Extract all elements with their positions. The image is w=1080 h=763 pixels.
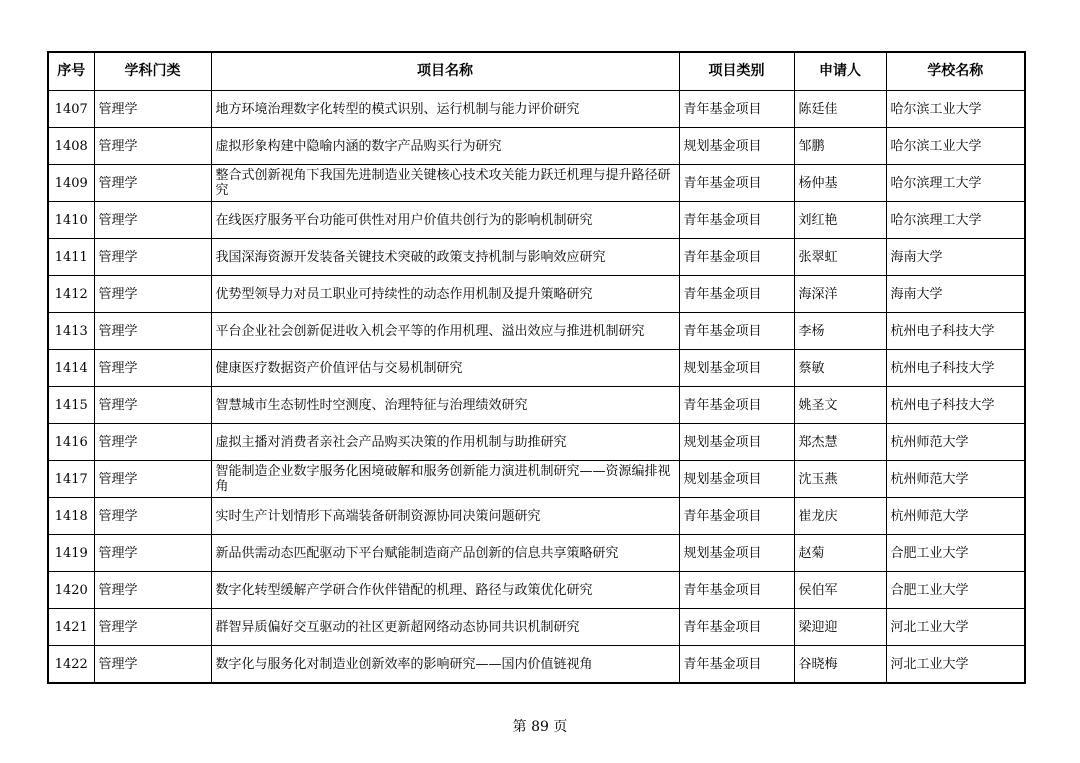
header-project-name: 项目名称 [211,52,679,91]
cell-applicant: 李杨 [794,313,886,350]
cell-discipline: 管理学 [94,609,211,646]
cell-discipline: 管理学 [94,165,211,202]
cell-applicant: 蔡敏 [794,350,886,387]
cell-school-name: 哈尔滨工业大学 [886,91,1025,128]
table-row [48,387,1025,424]
cell-project-name: 智慧城市生态韧性时空测度、治理特征与治理绩效研究 [211,387,679,424]
cell-school-name: 杭州师范大学 [886,424,1025,461]
cell-school-name: 海南大学 [886,276,1025,313]
cell-project-name: 在线医疗服务平台功能可供性对用户价值共创行为的影响机制研究 [211,202,679,239]
table-body [48,91,1025,684]
table-row [48,128,1025,165]
cell-school-name: 杭州电子科技大学 [886,313,1025,350]
cell-applicant: 张翠虹 [794,239,886,276]
table-row [48,313,1025,350]
cell-applicant: 杨仲基 [794,165,886,202]
table-row [48,202,1025,239]
cell-applicant: 梁迎迎 [794,609,886,646]
cell-project-name: 实时生产计划情形下高端装备研制资源协同决策问题研究 [211,498,679,535]
table-row [48,646,1025,684]
cell-applicant: 姚圣文 [794,387,886,424]
table-row [48,424,1025,461]
header-project-type: 项目类别 [679,52,794,91]
table-row [48,572,1025,609]
cell-school-name: 哈尔滨工业大学 [886,128,1025,165]
cell-school-name: 海南大学 [886,239,1025,276]
table-header-row [48,52,1025,91]
table-row [48,165,1025,202]
cell-project-name: 整合式创新视角下我国先进制造业关键核心技术攻关能力跃迁机理与提升路径研究 [211,165,679,202]
cell-applicant: 赵菊 [794,535,886,572]
cell-school-name: 哈尔滨理工大学 [886,202,1025,239]
cell-applicant: 海深洋 [794,276,886,313]
cell-project-name: 虚拟主播对消费者亲社会产品购买决策的作用机制与助推研究 [211,424,679,461]
cell-project-type: 青年基金项目 [679,609,794,646]
cell-serial-number: 1421 [48,609,94,646]
cell-school-name: 河北工业大学 [886,609,1025,646]
header-discipline: 学科门类 [94,52,211,91]
project-table [47,51,1026,684]
cell-discipline: 管理学 [94,313,211,350]
cell-school-name: 合肥工业大学 [886,572,1025,609]
cell-project-type: 规划基金项目 [679,461,794,498]
cell-applicant: 陈廷佳 [794,91,886,128]
cell-project-name: 虚拟形象构建中隐喻内涵的数字产品购买行为研究 [211,128,679,165]
cell-serial-number: 1410 [48,202,94,239]
cell-project-type: 青年基金项目 [679,387,794,424]
cell-project-name: 我国深海资源开发装备关键技术突破的政策支持机制与影响效应研究 [211,239,679,276]
cell-discipline: 管理学 [94,202,211,239]
table-row [48,609,1025,646]
cell-discipline: 管理学 [94,646,211,684]
cell-project-type: 青年基金项目 [679,498,794,535]
cell-project-type: 青年基金项目 [679,276,794,313]
cell-applicant: 邹鹏 [794,128,886,165]
cell-serial-number: 1415 [48,387,94,424]
cell-applicant: 郑杰慧 [794,424,886,461]
header-applicant: 申请人 [794,52,886,91]
cell-discipline: 管理学 [94,424,211,461]
cell-discipline: 管理学 [94,239,211,276]
cell-school-name: 合肥工业大学 [886,535,1025,572]
cell-discipline: 管理学 [94,535,211,572]
cell-project-type: 青年基金项目 [679,202,794,239]
cell-project-name: 地方环境治理数字化转型的模式识别、运行机制与能力评价研究 [211,91,679,128]
cell-discipline: 管理学 [94,91,211,128]
cell-discipline: 管理学 [94,276,211,313]
cell-serial-number: 1419 [48,535,94,572]
table-row [48,535,1025,572]
table-row [48,91,1025,128]
cell-school-name: 杭州电子科技大学 [886,350,1025,387]
cell-project-type: 青年基金项目 [679,313,794,350]
cell-project-name: 优势型领导力对员工职业可持续性的动态作用机制及提升策略研究 [211,276,679,313]
cell-project-type: 青年基金项目 [679,91,794,128]
cell-school-name: 杭州电子科技大学 [886,387,1025,424]
cell-project-type: 规划基金项目 [679,535,794,572]
cell-serial-number: 1418 [48,498,94,535]
table-row [48,461,1025,498]
cell-discipline: 管理学 [94,128,211,165]
cell-discipline: 管理学 [94,498,211,535]
cell-serial-number: 1413 [48,313,94,350]
cell-applicant: 谷晓梅 [794,646,886,684]
cell-serial-number: 1420 [48,572,94,609]
cell-discipline: 管理学 [94,350,211,387]
table-row [48,276,1025,313]
header-serial-number: 序号 [48,52,94,91]
cell-applicant: 侯伯军 [794,572,886,609]
cell-serial-number: 1422 [48,646,94,684]
cell-serial-number: 1407 [48,91,94,128]
cell-serial-number: 1416 [48,424,94,461]
cell-school-name: 杭州师范大学 [886,461,1025,498]
cell-serial-number: 1414 [48,350,94,387]
cell-applicant: 刘红艳 [794,202,886,239]
cell-project-name: 群智异质偏好交互驱动的社区更新超网络动态协同共识机制研究 [211,609,679,646]
cell-project-type: 青年基金项目 [679,646,794,684]
cell-school-name: 哈尔滨理工大学 [886,165,1025,202]
table-row [48,498,1025,535]
cell-project-type: 规划基金项目 [679,350,794,387]
table-row [48,350,1025,387]
cell-school-name: 河北工业大学 [886,646,1025,684]
cell-project-type: 青年基金项目 [679,572,794,609]
table-row [48,239,1025,276]
cell-serial-number: 1408 [48,128,94,165]
cell-project-type: 青年基金项目 [679,239,794,276]
cell-project-name: 平台企业社会创新促进收入机会平等的作用机理、溢出效应与推进机制研究 [211,313,679,350]
cell-project-type: 青年基金项目 [679,165,794,202]
cell-project-type: 规划基金项目 [679,128,794,165]
cell-discipline: 管理学 [94,461,211,498]
cell-project-type: 规划基金项目 [679,424,794,461]
cell-applicant: 崔龙庆 [794,498,886,535]
cell-applicant: 沈玉燕 [794,461,886,498]
cell-project-name: 智能制造企业数字服务化困境破解和服务创新能力演进机制研究——资源编排视角 [211,461,679,498]
cell-discipline: 管理学 [94,572,211,609]
cell-serial-number: 1417 [48,461,94,498]
cell-serial-number: 1412 [48,276,94,313]
cell-project-name: 健康医疗数据资产价值评估与交易机制研究 [211,350,679,387]
cell-serial-number: 1409 [48,165,94,202]
cell-serial-number: 1411 [48,239,94,276]
cell-project-name: 新品供需动态匹配驱动下平台赋能制造商产品创新的信息共享策略研究 [211,535,679,572]
cell-discipline: 管理学 [94,387,211,424]
cell-project-name: 数字化转型缓解产学研合作伙伴错配的机理、路径与政策优化研究 [211,572,679,609]
cell-project-name: 数字化与服务化对制造业创新效率的影响研究——国内价值链视角 [211,646,679,684]
page-number: 第 89 页 [512,719,568,735]
header-school-name: 学校名称 [886,52,1025,91]
cell-school-name: 杭州师范大学 [886,498,1025,535]
